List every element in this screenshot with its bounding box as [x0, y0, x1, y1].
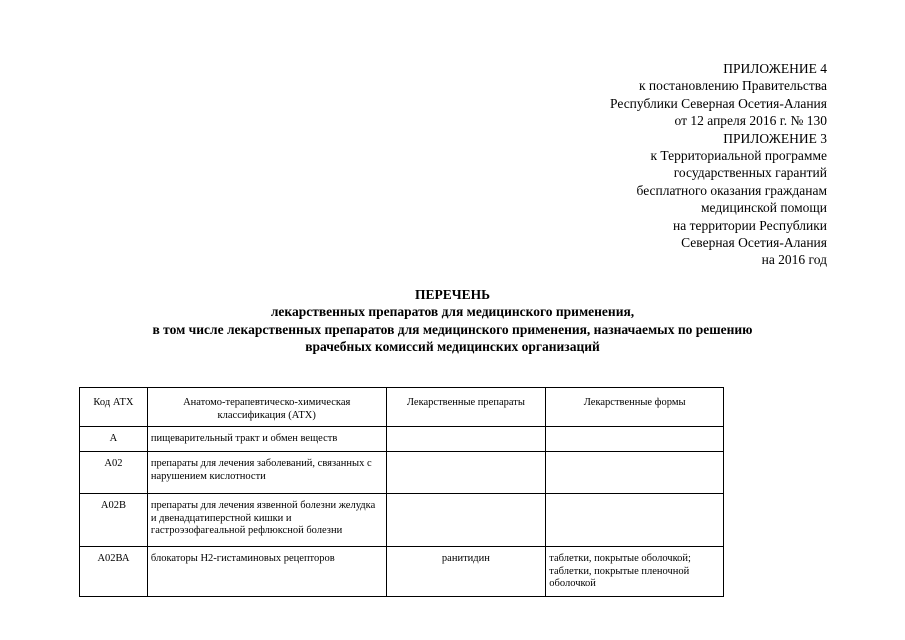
- classification-cell: блокаторы Н2-гистаминовых рецепторов: [147, 547, 386, 597]
- header-atx-code: Код АТХ: [80, 388, 148, 427]
- annex-line: государственных гарантий: [673, 165, 827, 181]
- drug-cell: [386, 427, 546, 452]
- title-subheading: лекарственных препаратов для медицинского применения,: [270, 304, 635, 320]
- annex-line: ПРИЛОЖЕНИЕ 3: [723, 130, 827, 146]
- atx-code-cell: А02ВА: [80, 547, 148, 597]
- document-title: [0, 286, 905, 356]
- table-row: [80, 494, 724, 547]
- annex-line: Республики Северная Осетия-Алания: [610, 95, 827, 111]
- header-dosage-forms: Лекарственные формы: [546, 388, 724, 427]
- annex-line: на 2016 год: [761, 252, 827, 268]
- title-subheading: врачебных комиссий медицинских организаций: [305, 339, 600, 355]
- drug-cell: ранитидин: [386, 547, 546, 597]
- annex-line: к постановлению Правительства: [638, 78, 827, 94]
- title-subheading: в том числе лекарственных препаратов для медицинского применения, назначаемых по решению: [152, 321, 753, 337]
- annex-line: Северная Осетия-Алания: [681, 235, 827, 251]
- classification-cell: пищеварительный тракт и обмен веществ: [147, 427, 386, 452]
- classification-cell: препараты для лечения заболеваний, связанных с нарушением кислотности: [147, 452, 386, 494]
- atx-code-cell: А02: [80, 452, 148, 494]
- annex-line: бесплатного оказания гражданам: [636, 182, 827, 198]
- annex-line: на территории Республики: [673, 217, 827, 233]
- table-row: [80, 452, 724, 494]
- title-heading: ПЕРЕЧЕНЬ: [414, 287, 491, 302]
- classification-cell: препараты для лечения язвенной болезни желудка и двенадцатиперстной кишки и гастроэзофагеальной рефлюксной болезни: [147, 494, 386, 547]
- atx-code-cell: А02В: [80, 494, 148, 547]
- dosage-form-cell: таблетки, покрытые оболочкой; таблетки, покрытые пленочной оболочкой: [546, 547, 724, 597]
- dosage-form-cell: [546, 452, 724, 494]
- atx-code-cell: А: [80, 427, 148, 452]
- dosage-form-cell: [546, 427, 724, 452]
- drug-list-table: [79, 387, 724, 597]
- drug-cell: [386, 494, 546, 547]
- annex-line: медицинской помощи: [701, 200, 827, 216]
- table-row: [80, 427, 724, 452]
- annex-line: ПРИЛОЖЕНИЕ 4: [723, 61, 827, 76]
- table-row: [80, 547, 724, 597]
- annex-line: к Территориальной программе: [650, 148, 827, 164]
- dosage-form-cell: [546, 494, 724, 547]
- annex-header: [610, 60, 827, 269]
- table-header-row: [80, 388, 724, 427]
- drug-cell: [386, 452, 546, 494]
- header-atx-classification: Анатомо-терапевтическо-химическая классификация (АТХ): [147, 388, 386, 427]
- annex-line: от 12 апреля 2016 г. № 130: [674, 113, 827, 129]
- header-drugs: Лекарственные препараты: [386, 388, 546, 427]
